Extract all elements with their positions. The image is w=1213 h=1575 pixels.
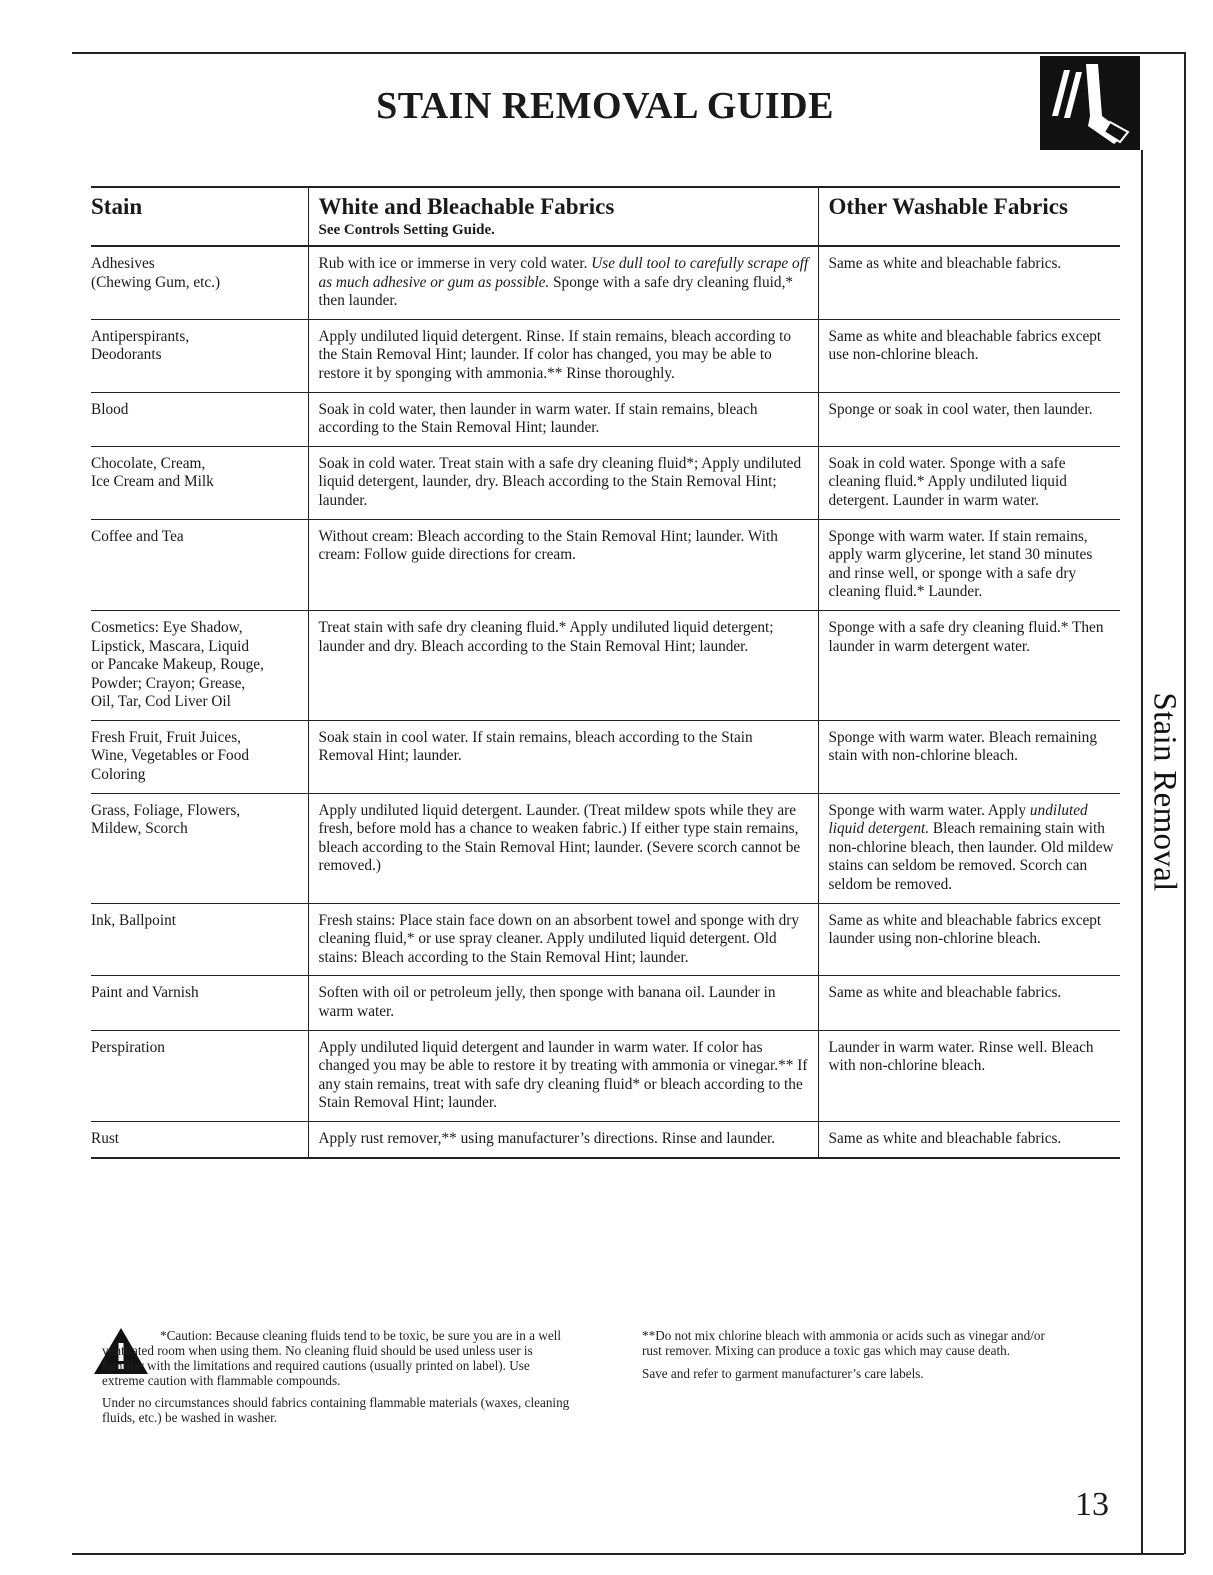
instruction-text: Apply rust remover,** using manufacturer’s directions. Rinse and launder. [318,1129,776,1147]
table-row [91,1030,1120,1121]
emphasis-text: Use dull tool to carefully scrape off as much adhesive or gum as possible. [318,255,809,291]
stain-name: Paint and Varnish [91,976,308,1030]
instruction-text: Bleach remaining stain with non-chlorine bleach, then launder. Old mildew stains can seldom be removed. Scorch can seldom be removed. [828,820,1114,894]
instruction-text: Treat stain with safe dry cleaning fluid.* Apply undiluted liquid detergent; launder and dry. Bleach according to the Stain Removal Hint; launder. [318,618,774,655]
white-fabric-instructions [308,392,818,446]
white-fabric-instructions [308,610,818,720]
stain-name: Rust [91,1121,308,1157]
header-white-label: White and Bleachable Fabrics [318,194,615,219]
instruction-text: Sponge with warm water. Apply [828,801,1030,819]
mix-footnote [642,1328,1062,1381]
white-fabric-instructions [308,319,818,392]
other-fabric-instructions: Same as white and bleachable fabrics. [818,1121,1120,1157]
other-fabric-instructions: Same as white and bleachable fabrics. [818,976,1120,1030]
other-fabric-instructions: Same as white and bleachable fabrics except launder using non-chlorine bleach. [818,903,1120,976]
table-row [91,392,1120,446]
table-row [91,903,1120,976]
instruction-text: Fresh stains: Place stain face down on an absorbent towel and sponge with dry cleaning fluid,* or use spray cleaner. Apply undiluted liquid detergent. Old stains: Bleach according to the Stain Removal Hint; launder. [318,911,799,966]
white-fabric-instructions [308,246,818,319]
other-fabric-instructions: Same as white and bleachable fabrics except use non-chlorine bleach. [818,319,1120,392]
brush-logo-icon [1040,56,1140,150]
section-tab-label: Stain Removal [1146,692,1183,892]
instruction-text: Soak in cold water. Treat stain with a safe dry cleaning fluid*; Apply undiluted liquid detergent, launder, dry. Bleach according to the Stain Removal Hint; launder. [318,454,802,509]
white-fabric-instructions [308,903,818,976]
table-row [91,319,1120,392]
stain-name: Coffee and Tea [91,519,308,610]
labels-text: Save and refer to garment manufacturer’s care labels. [642,1366,924,1381]
instruction-text: Rub with ice or immerse in very cold water. [318,255,592,272]
table-row [91,793,1120,903]
instruction-text: Apply undiluted liquid detergent and launder in warm water. If color has changed you may be able to restore it by treating with ammonia or vinegar.** If any stain remains, treat with safe dry cleaning fluid* or bleach according to the Stain Removal Hint; launder. [318,1038,808,1112]
page-title: STAIN REMOVAL GUIDE [376,85,834,127]
right-rule [1184,52,1186,1554]
white-fabric-instructions [308,1030,818,1121]
stain-name: Fresh Fruit, Fruit Juices, Wine, Vegetables or Food Coloring [91,720,308,793]
table-row [91,976,1120,1030]
other-fabric-instructions: Launder in warm water. Rinse well. Bleach with non-chlorine bleach. [818,1030,1120,1121]
stain-guide-table [91,186,1120,1159]
white-fabric-instructions [308,976,818,1030]
caution-text: *Caution: Because cleaning fluids tend to be toxic, be sure you are in a well ventilated room when using them. No cleaning fluid should be used unless user is familiar with the limitations and required cautions (usually printed on label). Use extreme caution with flammable compounds. [102,1328,562,1388]
table-row [91,519,1120,610]
mix-text: **Do not mix chlorine bleach with ammonia or acids such as vinegar and/or rust remover. Mixing can produce a toxic gas which may cause death. [642,1328,1045,1358]
side-rule [1141,150,1143,1554]
stain-name: Adhesives (Chewing Gum, etc.) [91,246,308,319]
header-stain: Stain [91,187,308,246]
instruction-text: Soak in cold water, then launder in warm water. If stain remains, bleach according to the Stain Removal Hint; launder. [318,400,758,437]
table-row [91,446,1120,519]
stain-name: Chocolate, Cream, Ice Cream and Milk [91,446,308,519]
table-row [91,610,1120,720]
stain-name: Antiperspirants, Deodorants [91,319,308,392]
other-fabric-instructions: Sponge with warm water. If stain remains, apply warm glycerine, let stand 30 minutes and rinse well, or sponge with a safe dry cleaning fluid.* Launder. [818,519,1120,610]
header-other-fabrics: Other Washable Fabrics [818,187,1120,246]
other-fabric-instructions: Soak in cold water. Sponge with a safe cleaning fluid.* Apply undiluted liquid detergent. Launder in warm water. [818,446,1120,519]
white-fabric-instructions [308,519,818,610]
table-row [91,246,1120,319]
top-rule [72,52,1184,54]
stain-name: Perspiration [91,1030,308,1121]
stain-name: Grass, Foliage, Flowers, Mildew, Scorch [91,793,308,903]
flammable-text: Under no circumstances should fabrics containing flammable materials (waxes, cleaning fluids, etc.) be washed in washer. [102,1395,570,1425]
header-white-sub: See Controls Setting Guide. [318,222,495,238]
caution-footnote [102,1328,572,1425]
table-row [91,1121,1120,1157]
white-fabric-instructions [308,720,818,793]
stain-name: Ink, Ballpoint [91,903,308,976]
white-fabric-instructions [308,793,818,903]
stain-name: Cosmetics: Eye Shadow, Lipstick, Mascara, Liquid or Pancake Makeup, Rouge, Powder; Crayon; Grease, Oil, Tar, Cod Liver Oil [91,610,308,720]
section-tab [1144,672,1184,912]
instruction-text: Apply undiluted liquid detergent. Launder. (Treat mildew spots while they are fresh, before mold has a chance to weaken fabric.) If either type stain remains, bleach according to the Stain Removal Hint; launder. (Severe scorch cannot be removed.) [318,801,801,875]
header-white-fabrics [308,187,818,246]
white-fabric-instructions [308,446,818,519]
white-fabric-instructions [308,1121,818,1157]
other-fabric-instructions [818,793,1120,903]
instruction-text: Sponge with a safe dry cleaning fluid,* then launder. [318,273,794,310]
other-fabric-instructions: Same as white and bleachable fabrics. [818,246,1120,319]
page-number: 13 [1075,1486,1109,1523]
bottom-rule [72,1553,1184,1555]
instruction-text: Soak stain in cool water. If stain remains, bleach according to the Stain Removal Hint; launder. [318,728,753,765]
other-fabric-instructions: Sponge or soak in cool water, then launder. [818,392,1120,446]
instruction-text: Apply undiluted liquid detergent. Rinse. If stain remains, bleach according to the Stain Removal Hint; launder. If color has changed, you may be able to restore it by sponging with ammonia.** Rinse thoroughly. [318,327,792,382]
other-fabric-instructions: Sponge with warm water. Bleach remaining stain with non-chlorine bleach. [818,720,1120,793]
table-header-row [91,187,1120,246]
emphasis-text: undiluted liquid detergent. [828,801,1088,838]
table-row [91,720,1120,793]
instruction-text: Soften with oil or petroleum jelly, then sponge with banana oil. Launder in warm water. [318,984,776,1020]
instruction-text: Without cream: Bleach according to the Stain Removal Hint; launder. With cream: Follow guide directions for cream. [318,527,778,564]
stain-name: Blood [91,392,308,446]
other-fabric-instructions: Sponge with a safe dry cleaning fluid.* Then launder in warm detergent water. [818,610,1120,720]
